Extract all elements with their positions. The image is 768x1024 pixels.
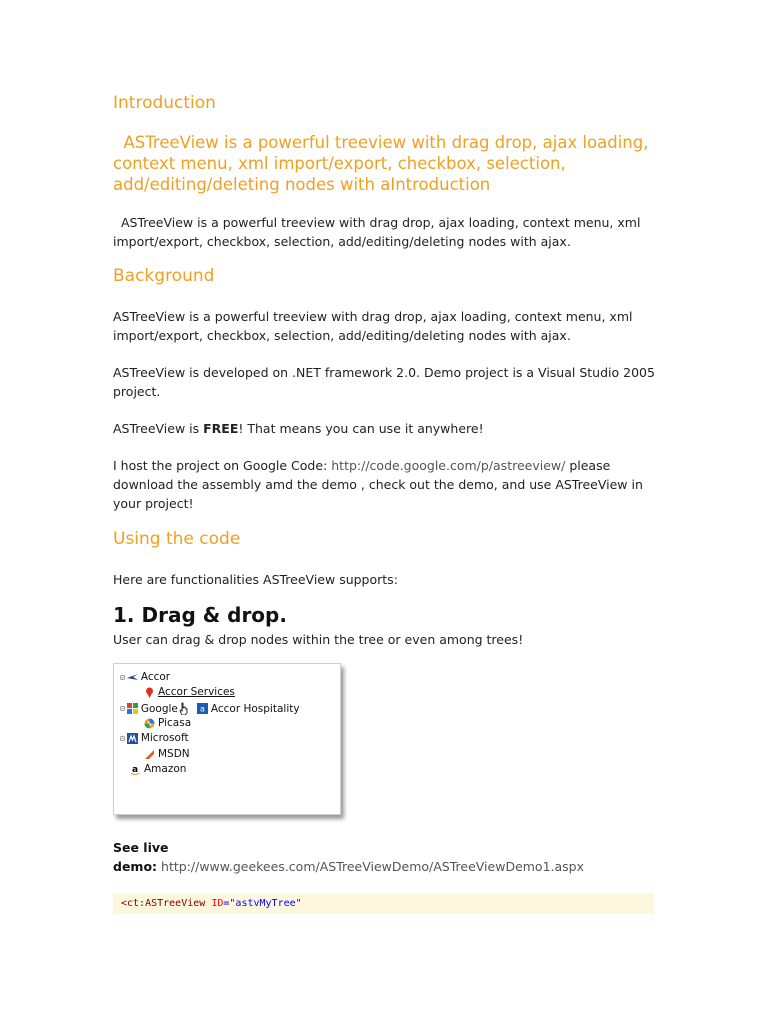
tree-node-label-dragging: Accor Hospitality	[210, 702, 300, 715]
microsoft-logo-icon	[127, 733, 138, 744]
intro-lead: ASTreeView is a powerful treeview with drag drop, ajax loading, context menu, xml import/export, checkbox, selection, add/editing/deleting nodes with aIntroduction	[113, 133, 654, 194]
code-snippet	[113, 893, 654, 914]
tree-node-google[interactable]	[120, 702, 300, 715]
tree-node-label: Amazon	[144, 763, 187, 775]
using-intro: Here are functionalities ASTreeView supports:	[113, 572, 398, 587]
collapse-toggle-icon[interactable]: ⊟	[120, 704, 125, 713]
background-p4-pre: I host the project on Google Code:	[113, 458, 332, 473]
see-live-label: See live	[113, 840, 169, 855]
msdn-logo-icon	[144, 749, 155, 760]
map-pin-icon	[144, 687, 155, 698]
background-heading: Background	[113, 266, 215, 286]
background-p3-post: ! That means you can use it anywhere!	[238, 421, 484, 436]
free-label: FREE	[203, 421, 239, 436]
treeview-screenshot	[113, 663, 341, 815]
svg-text:a: a	[131, 764, 139, 775]
intro-body: ASTreeView is a powerful treeview with drag drop, ajax loading, context menu, xml import/export, checkbox, selection, add/editing/deleting nodes with ajax.	[113, 215, 645, 249]
tree-node-label: Picasa	[158, 717, 192, 729]
code-attr-name: ID	[211, 898, 224, 909]
background-p4	[113, 456, 673, 513]
amazon-logo-icon	[130, 764, 141, 775]
dragdrop-heading: 1. Drag & drop.	[113, 603, 287, 627]
tree-node-label: MSDN	[158, 748, 190, 760]
code-attr-value: "astvMyTree"	[229, 898, 302, 909]
tree-node-label: Accor Services	[158, 686, 235, 698]
see-live-demo-line	[113, 857, 673, 876]
tree-node-msdn[interactable]	[144, 748, 190, 760]
background-p4-post: please download the assembly amd the demo , check out the demo, and use ASTreeView in your project!	[113, 458, 643, 511]
tree-node-amazon[interactable]	[130, 763, 186, 775]
background-p3-pre: ASTreeView is	[113, 421, 204, 436]
hand-cursor-icon	[179, 702, 189, 715]
tree-node-microsoft[interactable]	[120, 732, 189, 744]
accor-logo-icon	[127, 672, 138, 683]
using-heading: Using the code	[113, 529, 241, 549]
demo-label: demo:	[113, 859, 158, 874]
picasa-logo-icon	[144, 718, 155, 729]
intro-heading: Introduction	[113, 93, 216, 113]
code-tag: <ct:ASTreeView	[121, 898, 206, 909]
accor-hospitality-icon	[197, 703, 208, 714]
collapse-toggle-icon[interactable]: ⊟	[120, 672, 125, 682]
tree-node-label: Google	[140, 702, 178, 715]
code-attr-eq: =	[223, 898, 230, 909]
dragdrop-desc: User can drag & drop nodes within the tree or even among trees!	[113, 632, 524, 647]
collapse-toggle-icon[interactable]: ⊟	[120, 733, 125, 743]
tree-node-label: Accor	[140, 671, 171, 683]
tree-node-accor[interactable]	[120, 671, 170, 683]
svg-text:a: a	[199, 704, 205, 714]
background-p2: ASTreeView is developed on .NET framework 2.0. Demo project is a Visual Studio 2005 project.	[113, 365, 655, 399]
google-code-link[interactable]: http://code.google.com/p/astreeview/	[331, 458, 566, 473]
google-logo-icon	[127, 703, 138, 714]
tree-node-picasa[interactable]	[144, 717, 191, 729]
tree-node-accor-services[interactable]	[144, 686, 235, 698]
background-p3	[113, 419, 673, 438]
tree-node-label: Microsoft	[140, 732, 189, 744]
background-p1: ASTreeView is a powerful treeview with drag drop, ajax loading, context menu, xml import/export, checkbox, selection, add/editing/deleting nodes with ajax.	[113, 309, 633, 343]
demo-link[interactable]: http://www.geekees.com/ASTreeViewDemo/ASTreeViewDemo1.aspx	[161, 859, 585, 874]
